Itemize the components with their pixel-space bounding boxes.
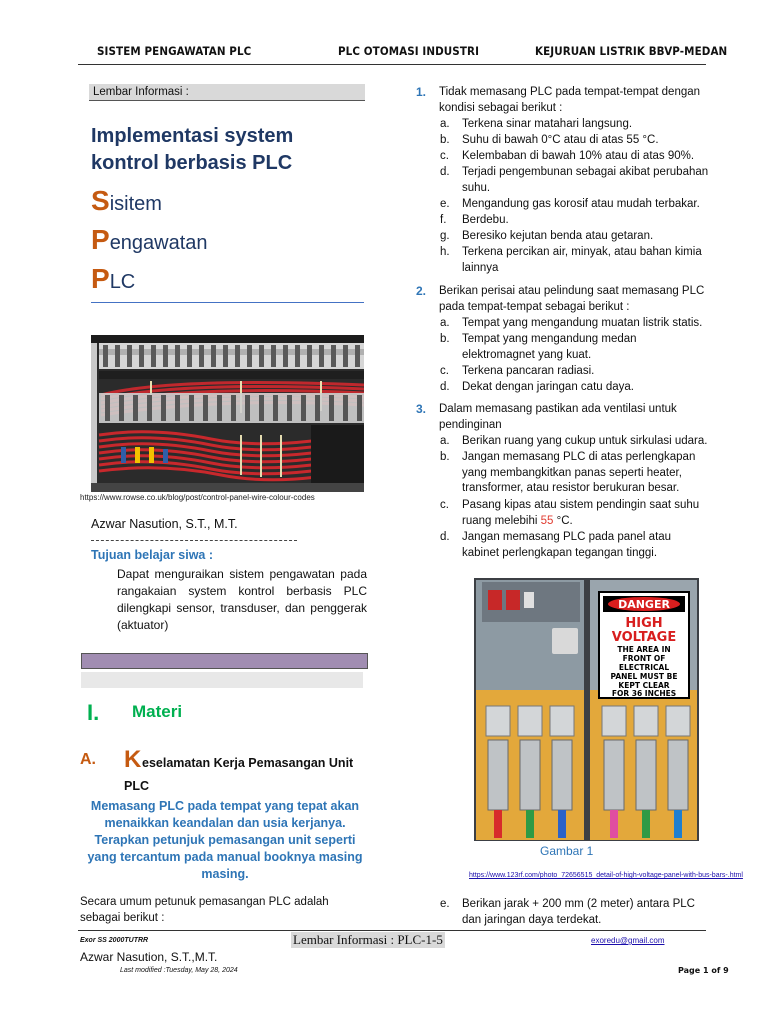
doc-title-line2: kontrol berbasis PLC	[91, 152, 293, 174]
svg-text:FOR 36 INCHES: FOR 36 INCHES	[611, 689, 677, 698]
lembar-underline	[89, 100, 365, 101]
figure-caption: Gambar 1	[540, 844, 594, 858]
subsection-title-plc: PLC	[124, 779, 149, 793]
header-divider	[78, 64, 706, 65]
subsection-title: eselamatan Kerja Pemasangan Unit	[142, 756, 354, 770]
svg-text:HIGH: HIGH	[625, 616, 663, 631]
lembar-informasi-label: Lembar Informasi :	[89, 84, 365, 100]
author-dashed-divider	[91, 540, 297, 541]
header-left: SISTEM PENGAWATAN PLC	[97, 44, 252, 58]
footer-code: Exor SS 2000TUTRR	[80, 937, 149, 944]
footer-author: Azwar Nasution, S.T.,M.T.	[80, 950, 218, 964]
wiring-photo-source-url: https://www.rowse.co.uk/blog/post/control-panel-wire-colour-codes	[80, 493, 315, 502]
tujuan-belajar-text: Dapat menguraikan sistem pengawatan pada rangakaian system kontrol berbasis PLC dilengkapi sensor, transduser, dan penggerak (aktuator)	[117, 567, 367, 632]
svg-text:THE AREA IN: THE AREA IN	[617, 645, 671, 654]
title-word-pengawatan: Pengawatan	[91, 224, 208, 255]
section-number: I.	[87, 700, 100, 725]
page-number: Page 1 of 9	[678, 966, 729, 975]
footer-divider	[78, 930, 706, 931]
grey-divider-bar	[81, 672, 363, 688]
footer-lembar-info: Lembar Informasi : PLC-1-5	[293, 932, 443, 947]
title-rule	[91, 302, 364, 303]
header-right: KEJURUAN LISTRIK BBVP-MEDAN	[535, 44, 728, 58]
svg-text:PANEL MUST BE: PANEL MUST BE	[610, 672, 678, 681]
svg-text:KEPT CLEAR: KEPT CLEAR	[618, 681, 670, 690]
list-item-1: 1. Tidak memasang PLC pada tempat-tempat dengan kondisi sebagai berikut :	[416, 85, 701, 114]
panel-photo-source-link[interactable]: https://www.123rf.com/photo_72656515_detail-of-high-voltage-panel-with-bus-bars-.html	[469, 872, 743, 879]
subsection-dropcap: K	[124, 746, 142, 773]
svg-text:FRONT OF: FRONT OF	[622, 654, 666, 663]
header-center: PLC OTOMASI INDUSTRI	[338, 44, 480, 58]
title-word-sistem: Sisitem	[91, 185, 162, 216]
doc-title-line1: Implementasi system	[91, 125, 294, 147]
control-panel-wiring-photo	[91, 335, 364, 492]
intro-paragraph: Secara umum petunuk pemasangan PLC adalah sebagai berikut :	[80, 896, 329, 924]
subsection-number: A.	[80, 751, 96, 768]
title-word-plc: PLC	[91, 263, 136, 294]
intro-highlight-paragraph: Memasang PLC pada tempat yang tepat akan menaikkan keandalan dan usia kerjanya. Terapkan petunjuk pemasangan unit seperti yang tercantum pada manual booknya masing masing.	[87, 799, 363, 881]
svg-text:VOLTAGE: VOLTAGE	[611, 630, 677, 645]
section-title: Materi	[132, 702, 183, 721]
danger-sign-header: DANGER	[618, 598, 670, 611]
footer-last-modified: Last modified :Tuesday, May 28, 2024	[120, 967, 238, 974]
author-name: Azwar Nasution, S.T., M.T.	[91, 517, 238, 531]
tujuan-belajar-label: Tujuan belajar siwa :	[91, 548, 214, 562]
svg-text:ELECTRICAL: ELECTRICAL	[618, 663, 670, 672]
high-voltage-panel-photo	[474, 578, 699, 841]
purple-divider-bar	[81, 653, 368, 669]
footer-email-link[interactable]: exoredu@gmail.com	[591, 936, 665, 945]
